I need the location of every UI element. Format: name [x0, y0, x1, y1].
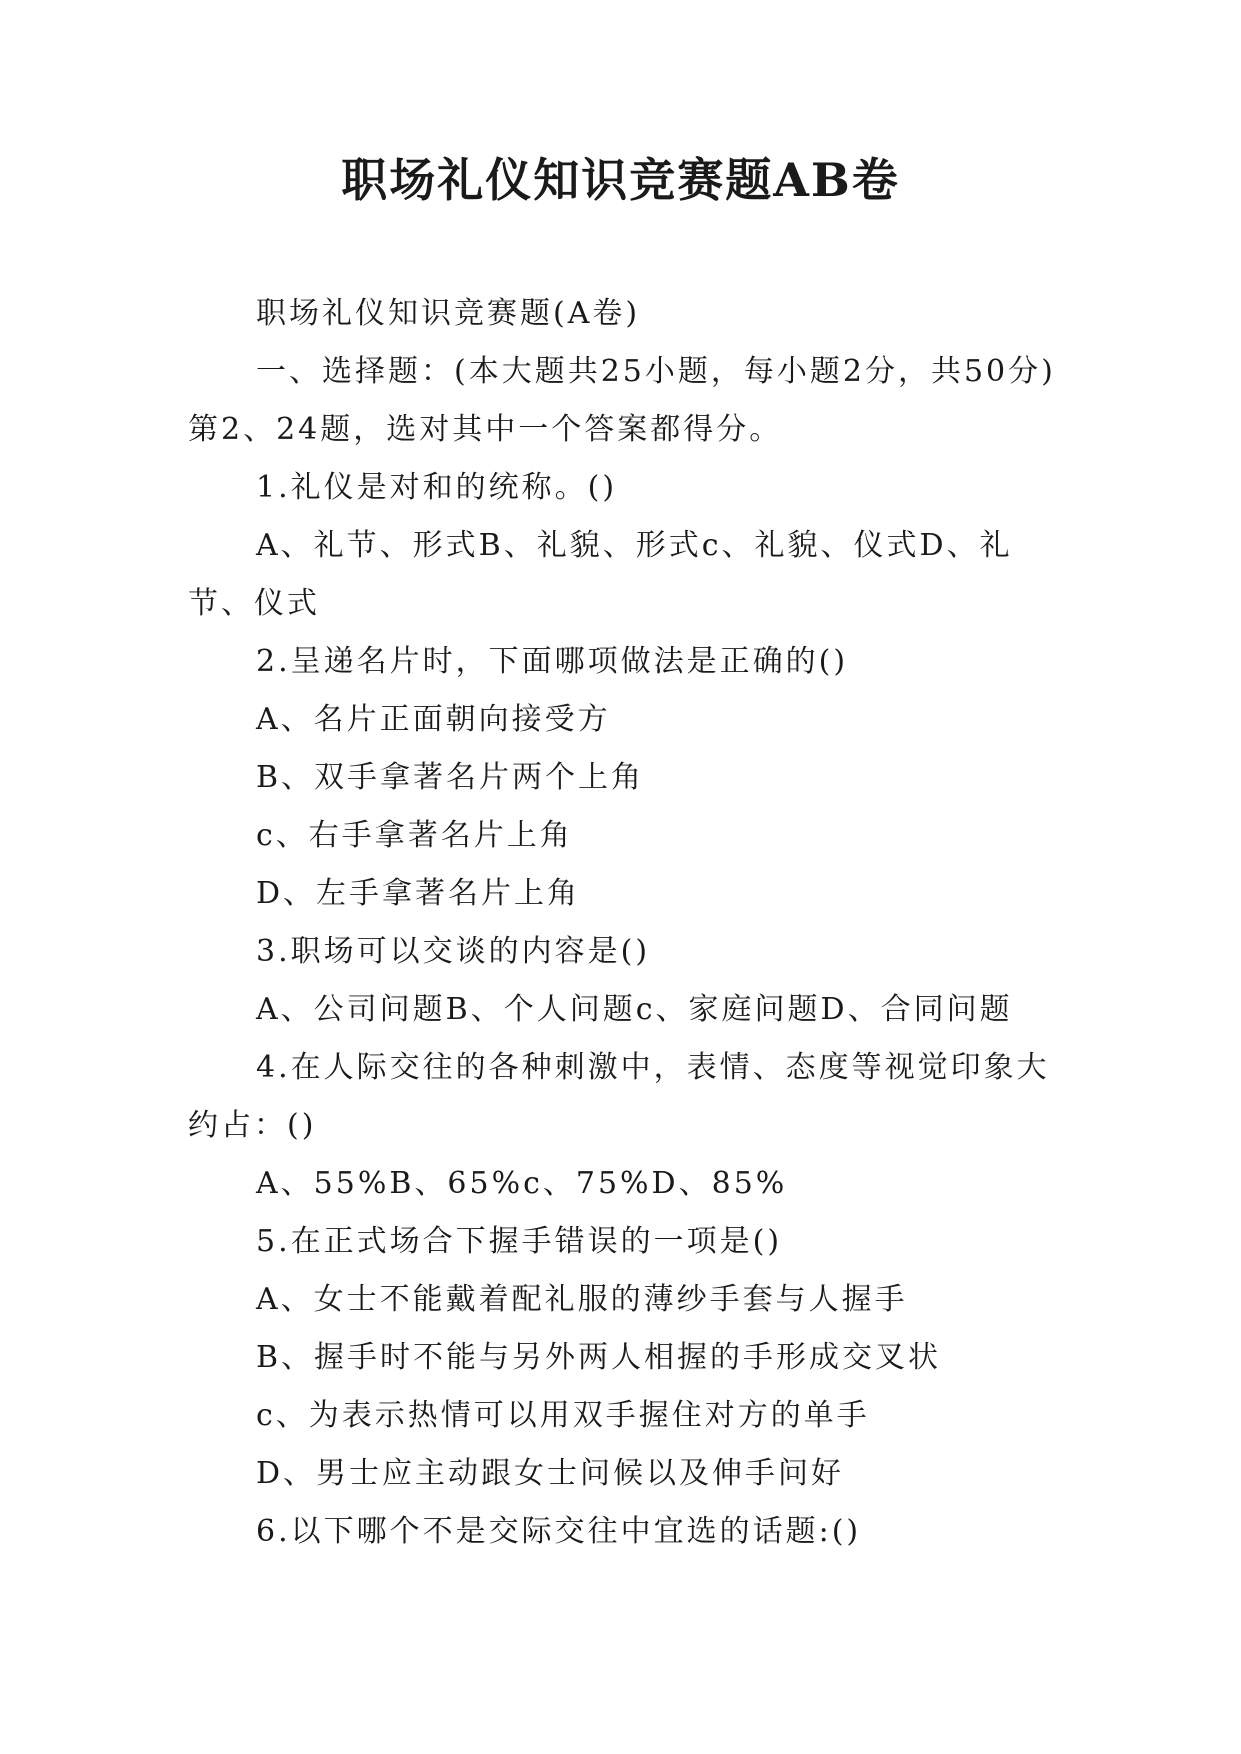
section-heading: 职场礼仪知识竞赛题(A卷)	[256, 296, 641, 331]
question-5: 5.在正式场合下握手错误的一项是()	[256, 1224, 783, 1259]
question-5-option-d: D、男士应主动跟女士问候以及伸手问好	[256, 1456, 845, 1491]
question-2-option-d: D、左手拿著名片上角	[256, 876, 581, 911]
question-2-option-c: c、右手拿著名片上角	[256, 818, 573, 853]
question-4: 4.在人际交往的各种刺激中，表情、态度等视觉印象大约占：()	[188, 1050, 1050, 1143]
question-4-options: A、55%B、65%c、75%D、85%	[256, 1166, 788, 1201]
question-5-option-b: B、握手时不能与另外两人相握的手形成交叉状	[256, 1340, 942, 1375]
question-1: 1.礼仪是对和的统称。()	[256, 470, 618, 505]
document-title: 职场礼仪知识竞赛题AB卷	[341, 153, 900, 207]
question-3: 3.职场可以交谈的内容是()	[256, 934, 651, 969]
question-1-options: A、礼节、形式B、礼貌、形式c、礼貌、仪式D、礼节、仪式	[188, 528, 1013, 621]
question-5-option-c: c、为表示热情可以用双手握住对方的单手	[256, 1398, 870, 1433]
question-2-option-a: A、名片正面朝向接受方	[256, 702, 611, 737]
instruction-paragraph: 一、选择题：(本大题共25小题，每小题2分，共50分)第2、24题，选对其中一个答案都得分。	[188, 354, 1056, 447]
question-2-option-b: B、双手拿著名片两个上角	[256, 760, 645, 795]
question-6: 6.以下哪个不是交际交往中宜选的话题:()	[256, 1514, 862, 1549]
question-3-options: A、公司问题B、个人问题c、家庭问题D、合同问题	[256, 992, 1013, 1027]
question-5-option-a: A、女士不能戴着配礼服的薄纱手套与人握手	[256, 1282, 908, 1317]
question-2: 2.呈递名片时，下面哪项做法是正确的()	[256, 644, 849, 679]
document-body	[188, 285, 1058, 1561]
